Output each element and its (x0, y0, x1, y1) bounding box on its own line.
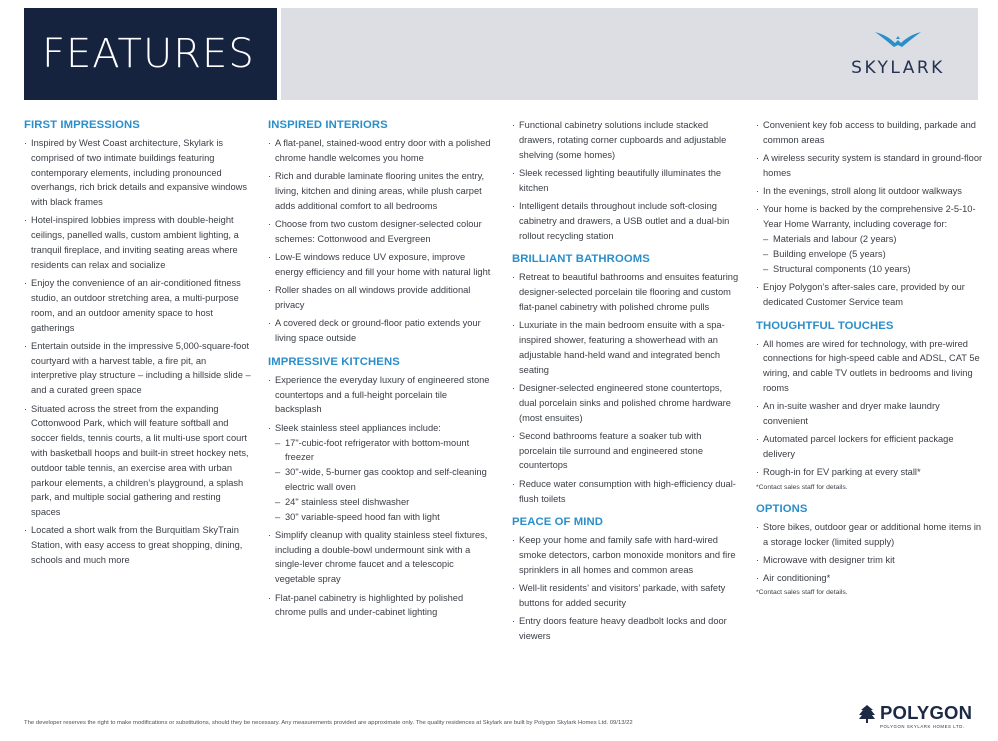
features-column-3 (512, 118, 740, 653)
polygon-logo-subtext: POLYGON SKYLARK HOMES LTD. (880, 724, 965, 729)
list-item: · Convenient key fob access to building, parkade and common areas (756, 118, 984, 148)
list-item-text: Sleek stainless steel appliances include: (275, 422, 441, 433)
list-item: · Reduce water consumption with high-efficiency dual-flush toilets (512, 477, 740, 507)
list-item: · Situated across the street from the expanding Cottonwood Park, which will feature softball and soccer fields, tennis courts, a lit multi-use sport court with basketball hoops and built-in street hockey nets, outdoor table tennis, an exercise area with urban parkour elements, a children’s playground, a splash park, and multiple social gathering and resting spaces (24, 402, 252, 520)
list-item: · An in-suite washer and dryer make laundry convenient (756, 399, 984, 429)
features-column-2 (268, 118, 496, 629)
list-item: · Sleek recessed lighting beautifully illuminates the kitchen (512, 166, 740, 196)
sub-list-item: – Materials and labour (2 years) (763, 234, 897, 245)
list-item: · Luxuriate in the main bedroom ensuite with a spa-inspired shower, featuring a showerhead with an adjustable hand-held wand and integrated bench seating (512, 318, 740, 377)
section-heading: FIRST IMPRESSIONS (24, 119, 140, 131)
list-item: · Keep your home and family safe with hard-wired smoke detectors, carbon monoxide monitors and fire sprinklers in all homes and common areas (512, 533, 740, 577)
list-item: · Microwave with designer trim kit (756, 553, 984, 568)
list-item: · Experience the everyday luxury of engineered stone countertops and a full-height porcelain tile backsplash (268, 373, 496, 417)
list-item: · Hotel-inspired lobbies impress with double-height ceilings, panelled walls, custom ambient lighting, a tranquil fireplace, and inviting seating areas where residents can relax and socialize (24, 213, 252, 272)
section-impressive-kitchens (268, 355, 496, 620)
section-heading: OPTIONS (756, 502, 808, 515)
list-item: · A flat-panel, stained-wood entry door with a polished chrome handle welcomes you home (268, 136, 496, 166)
list-item: · Designer-selected engineered stone countertops, dual porcelain sinks and polished chrome hardware (most ensuites) (512, 381, 740, 425)
list-item: · Enjoy the convenience of an air-conditioned fitness studio, an outdoor stretching area, a multi-purpose room, and an outdoor amenity space to host gatherings (24, 276, 252, 335)
list-item: · Store bikes, outdoor gear or additional home items in a storage locker (limited supply) (756, 520, 984, 550)
list-item: · Entertain outside in the impressive 5,000-square-foot courtyard with a harvest table, a fire pit, an interpretive play structure – including a hillside slide – and a curated green space (24, 339, 252, 398)
list-item: · Inspired by West Coast architecture, Skylark is comprised of two intimate buildings featuring contemporary elements, including pronounced overhangs, rich brick details and expansive windows with black frames (24, 136, 252, 210)
section-heading: BRILLIANT BATHROOMS (512, 253, 650, 266)
section-options (756, 502, 984, 599)
section-peace-of-mind-continued (756, 118, 984, 310)
features-column-4 (756, 118, 984, 607)
footnote: *Contact sales staff for details. (756, 483, 848, 491)
section-heading: PEACE OF MIND (512, 516, 604, 529)
list-item: · Located a short walk from the Burquitlam SkyTrain Station, with easy access to great shopping, dining, schools and much more (24, 523, 252, 567)
footnote: *Contact sales staff for details. (756, 589, 848, 597)
list-item: · Enjoy Polygon’s after-sales care, provided by our dedicated Customer Service team (756, 280, 984, 310)
header-brand-panel (281, 8, 978, 100)
sub-list-item: – Building envelope (5 years) (763, 248, 886, 259)
sub-list-item: – 17"-cubic-foot refrigerator with bottom-mount freezer (275, 437, 470, 463)
list-item: · A wireless security system is standard in ground-floor homes (756, 151, 984, 181)
footer-disclaimer: The developer reserves the right to make modifications or substitutions, should they be necessary. Any measurements provided are approximate only. The quality residences at Skylark are built by Polygon Skylark Homes Ltd. 09/13/22 (24, 720, 633, 726)
polygon-tree-icon (858, 704, 876, 724)
list-item: · In the evenings, stroll along lit outdoor walkways (756, 184, 984, 199)
list-item: · Automated parcel lockers for efficient package delivery (756, 432, 984, 462)
list-item: · Intelligent details throughout include soft-closing cabinetry and drawers, a USB outlet and a dual-bin rollout recycling station (512, 199, 740, 243)
list-item: · Rich and durable laminate flooring unites the entry, living, kitchen and dining areas, while plush carpet adds additional comfort to all bedrooms (268, 169, 496, 213)
list-item: · Choose from two custom designer-selected colour schemes: Cottonwood and Evergreen (268, 217, 496, 247)
section-heading: THOUGHTFUL TOUCHES (756, 319, 894, 332)
section-heading: INSPIRED INTERIORS (268, 119, 388, 131)
sub-list-item: – Structural components (10 years) (763, 263, 911, 274)
section-brilliant-bathrooms (512, 252, 740, 506)
list-item: · A covered deck or ground-floor patio extends your living space outside (268, 316, 496, 346)
sub-list-item: – 24" stainless steel dishwasher (275, 496, 410, 507)
list-item: · Second bathrooms feature a soaker tub with porcelain tile surround and engineered stone countertops (512, 429, 740, 473)
section-heading: IMPRESSIVE KITCHENS (268, 355, 400, 368)
skylark-bird-icon (873, 28, 923, 52)
section-peace-of-mind (512, 515, 740, 644)
list-item: · Flat-panel cabinetry is highlighted by polished chrome pulls and under-cabinet lighting (268, 591, 496, 621)
polygon-logo-text: POLYGON (880, 702, 973, 723)
list-item-text: Your home is backed by the comprehensive 2-5-10-Year Home Warranty, including coverage for: (763, 204, 976, 230)
header-title-panel (24, 8, 277, 100)
list-item: · Rough-in for EV parking at every stall* (756, 465, 984, 480)
section-inspired-interiors (268, 118, 496, 346)
list-item (268, 421, 496, 525)
page-title: FEATURES (42, 31, 255, 77)
section-thoughtful-touches (756, 319, 984, 493)
list-item: · Retreat to beautiful bathrooms and ensuites featuring designer-selected porcelain tile flooring and custom flat-panel cabinetry with polished chrome pulls (512, 270, 740, 314)
features-column-1 (24, 118, 252, 577)
list-item: · Functional cabinetry solutions include stacked drawers, rotating corner cupboards and adjustable shelving (some homes) (512, 118, 740, 162)
list-item: · All homes are wired for technology, with pre-wired connections for high-speed cable and ADSL, CAT 5e wiring, and cable TV outlets in bedrooms and living rooms (756, 337, 984, 396)
list-item: · Air conditioning* (756, 571, 984, 586)
list-item: · Well-lit residents’ and visitors’ parkade, with safety buttons for added security (512, 581, 740, 611)
skylark-logo-text: SKYLARK (851, 58, 945, 78)
list-item: · Entry doors feature heavy deadbolt locks and door viewers (512, 614, 740, 644)
section-first-impressions (24, 118, 252, 568)
list-item: · Roller shades on all windows provide additional privacy (268, 283, 496, 313)
sub-list-item: – 30" variable-speed hood fan with light (275, 511, 440, 522)
list-item: · Simplify cleanup with quality stainless steel fixtures, including a double-bowl undermount sink with a single-lever chrome faucet and a telescopic vegetable spray (268, 528, 496, 587)
sub-list-item: – 30"-wide, 5-burner gas cooktop and self-cleaning electric wall oven (275, 467, 487, 492)
polygon-logo (858, 702, 978, 734)
list-item (756, 202, 984, 276)
section-kitchens-continued (512, 118, 740, 243)
list-item: · Low-E windows reduce UV exposure, improve energy efficiency and fill your home with natural light (268, 250, 496, 280)
